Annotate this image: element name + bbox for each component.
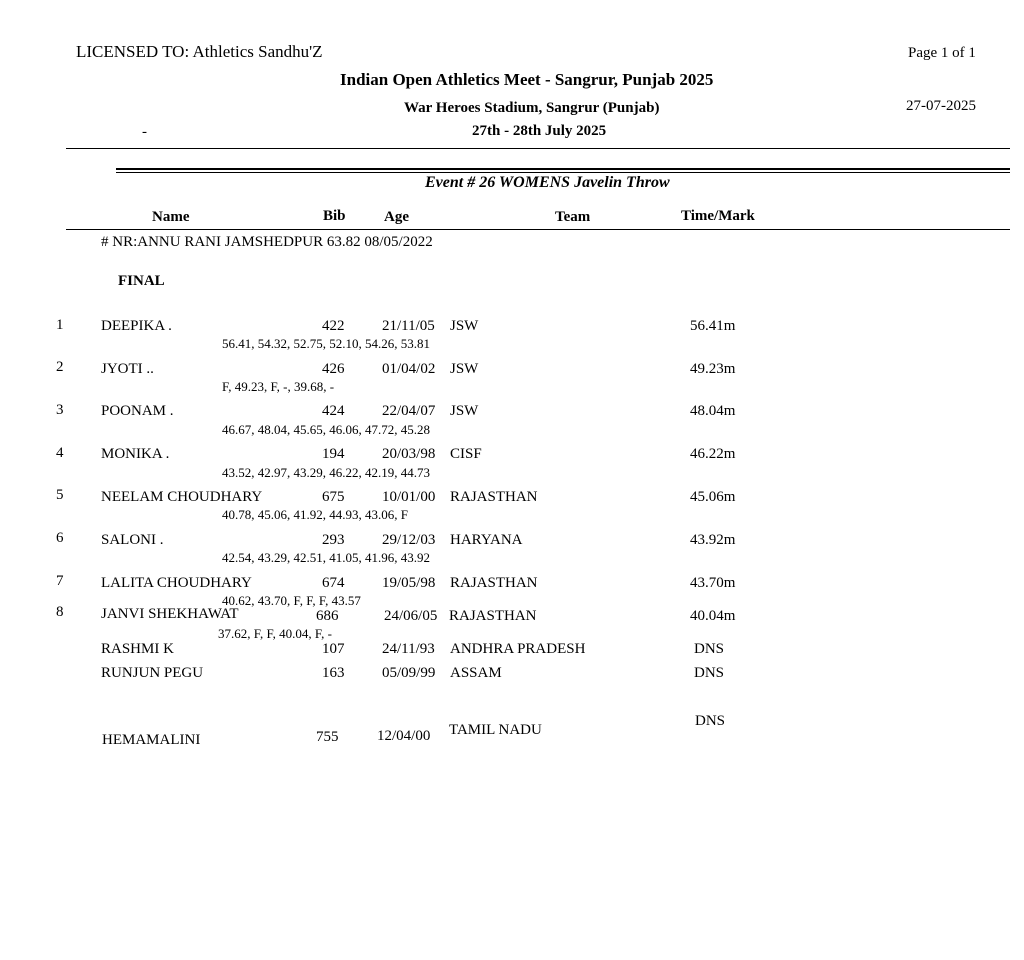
result-attempts: 46.67, 48.04, 45.65, 46.06, 47.72, 45.28 (222, 422, 430, 437)
result-dob: 24/06/05 (384, 608, 438, 624)
event-title: Event # 26 WOMENS Javelin Throw (425, 174, 670, 191)
result-mark: 43.92m (690, 532, 736, 548)
licensed-to: LICENSED TO: Athletics Sandhu'Z (76, 42, 323, 61)
dns-dob: 05/09/99 (382, 665, 436, 681)
dns-dob: 12/04/00 (377, 728, 431, 744)
result-name: DEEPIKA . (101, 318, 172, 334)
result-attempts: 40.78, 45.06, 41.92, 44.93, 43.06, F (222, 507, 408, 522)
result-dob: 20/03/98 (382, 446, 436, 462)
result-bib: 424 (322, 403, 345, 419)
result-mark: 45.06m (690, 489, 736, 505)
dns-team: ASSAM (450, 665, 502, 681)
dns-team: ANDHRA PRADESH (450, 641, 586, 657)
result-bib: 686 (316, 608, 339, 624)
event-rule-bottom (116, 172, 1010, 173)
result-team: JSW (450, 403, 479, 419)
result-bib: 422 (322, 318, 345, 334)
result-name: NEELAM CHOUDHARY (101, 489, 263, 505)
col-age: Age (384, 209, 409, 225)
result-name: MONIKA . (101, 446, 170, 462)
col-team: Team (555, 209, 591, 225)
result-name: SALONI . (101, 532, 164, 548)
result-team: JSW (450, 361, 479, 377)
result-team: RAJASTHAN (450, 489, 538, 505)
result-bib: 426 (322, 361, 345, 377)
result-mark: 48.04m (690, 403, 736, 419)
page-info: Page 1 of 1 (908, 45, 976, 61)
result-attempts: 42.54, 43.29, 42.51, 41.05, 41.96, 43.92 (222, 550, 430, 565)
col-bib: Bib (323, 208, 346, 224)
round-label: FINAL (118, 273, 165, 289)
result-bib: 674 (322, 575, 345, 591)
columns-rule (66, 229, 1010, 230)
result-place: 3 (56, 402, 64, 418)
result-place: 8 (56, 604, 64, 620)
dns-bib: 755 (316, 729, 339, 745)
result-name: JANVI SHEKHAWAT (101, 606, 239, 622)
result-team: RAJASTHAN (449, 608, 537, 624)
result-mark: 49.23m (690, 361, 736, 377)
result-dob: 29/12/03 (382, 532, 436, 548)
result-name: JYOTI .. (101, 361, 154, 377)
result-team: CISF (450, 446, 482, 462)
result-dob: 22/04/07 (382, 403, 436, 419)
result-name: POONAM . (101, 403, 174, 419)
result-name: LALITA CHOUDHARY (101, 575, 252, 591)
col-name: Name (152, 209, 190, 225)
dns-bib: 163 (322, 665, 345, 681)
dns-name: RASHMI K (101, 641, 174, 657)
result-dob: 01/04/02 (382, 361, 436, 377)
result-attempts: 40.62, 43.70, F, F, F, 43.57 (222, 593, 361, 608)
result-attempts: 43.52, 42.97, 43.29, 46.22, 42.19, 44.73 (222, 465, 430, 480)
dash-mark: - (142, 124, 147, 140)
col-mark: Time/Mark (681, 208, 755, 224)
print-date: 27-07-2025 (906, 98, 976, 114)
result-mark: 40.04m (690, 608, 736, 624)
result-team: RAJASTHAN (450, 575, 538, 591)
result-attempts: 37.62, F, F, 40.04, F, - (218, 626, 332, 641)
result-dob: 21/11/05 (382, 318, 435, 334)
result-team: JSW (450, 318, 479, 334)
result-mark: 46.22m (690, 446, 736, 462)
result-place: 1 (56, 317, 64, 333)
venue: War Heroes Stadium, Sangrur (Punjab) (404, 100, 660, 116)
result-bib: 194 (322, 446, 345, 462)
event-rule-top (116, 168, 1010, 170)
meet-title: Indian Open Athletics Meet - Sangrur, Punjab 2025 (340, 70, 714, 89)
result-place: 6 (56, 530, 64, 546)
result-place: 4 (56, 445, 64, 461)
result-mark: 43.70m (690, 575, 736, 591)
result-place: 5 (56, 487, 64, 503)
result-team: HARYANA (450, 532, 523, 548)
dns-dob: 24/11/93 (382, 641, 435, 657)
result-attempts: 56.41, 54.32, 52.75, 52.10, 54.26, 53.81 (222, 336, 430, 351)
result-place: 7 (56, 573, 64, 589)
dns-mark: DNS (695, 713, 726, 729)
result-place: 2 (56, 359, 64, 375)
result-dob: 19/05/98 (382, 575, 436, 591)
dns-mark: DNS (694, 665, 725, 681)
dns-name: RUNJUN PEGU (101, 665, 204, 681)
dns-mark: DNS (694, 641, 725, 657)
result-dob: 10/01/00 (382, 489, 436, 505)
header-rule (66, 148, 1010, 149)
dns-bib: 107 (322, 641, 345, 657)
dns-team: TAMIL NADU (449, 722, 542, 738)
result-attempts: F, 49.23, F, -, 39.68, - (222, 379, 335, 394)
date-range: 27th - 28th July 2025 (472, 123, 607, 139)
result-bib: 675 (322, 489, 345, 505)
dns-name: HEMAMALINI (102, 732, 201, 748)
result-mark: 56.41m (690, 318, 736, 334)
record-note: # NR:ANNU RANI JAMSHEDPUR 63.82 08/05/2022 (101, 234, 433, 250)
result-bib: 293 (322, 532, 345, 548)
